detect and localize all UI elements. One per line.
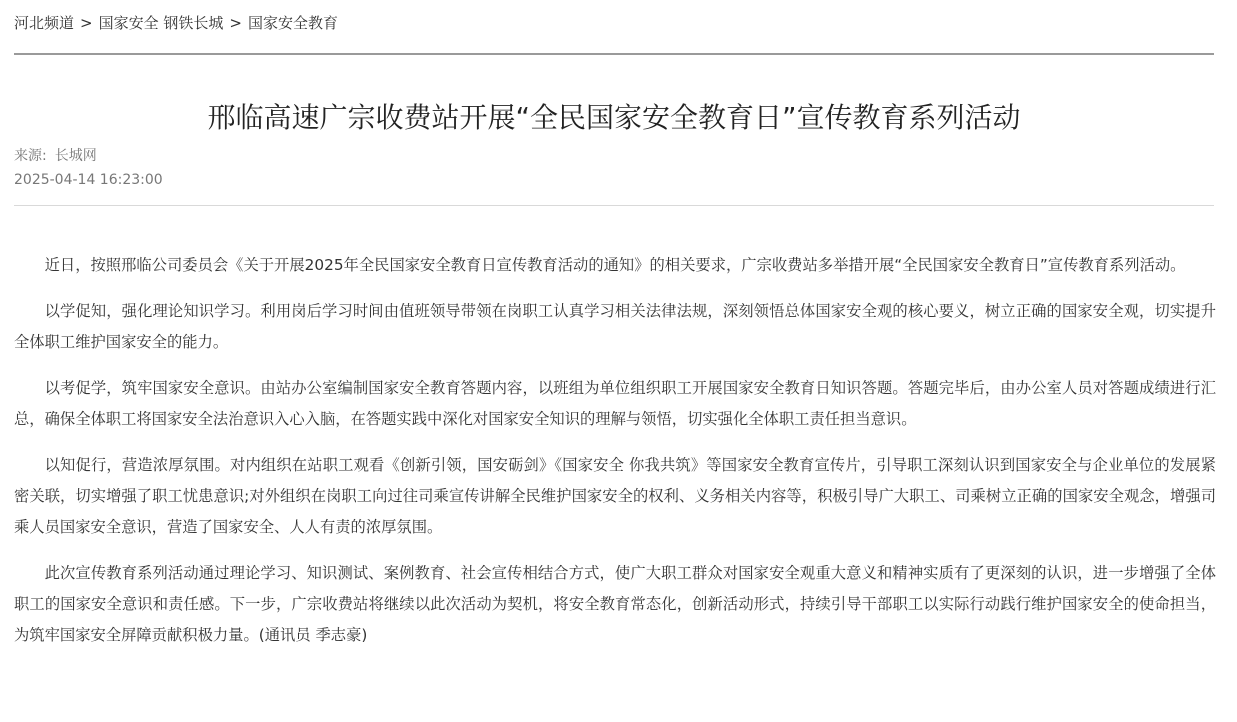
meta-divider [14, 205, 1214, 206]
breadcrumb-link-section[interactable]: 国家安全 钢铁长城 [98, 14, 224, 32]
article-paragraph: 以考促学，筑牢国家安全意识。由站办公室编制国家安全教育答题内容，以班组为单位组织职工开展国家安全教育日知识答题。答题完毕后，由办公室人员对答题成绩进行汇总，确保全体职工将国家安全法治意识入心入脑，在答题实践中深化对国家安全知识的理解与领悟，切实强化全体职工责任担当意识。 [14, 379, 1216, 428]
breadcrumb [14, 12, 338, 33]
article-body [14, 250, 1216, 666]
article-paragraph: 此次宣传教育系列活动通过理论学习、知识测试、案例教育、社会宣传相结合方式，使广大职工群众对国家安全观重大意义和精神实质有了更深刻的认识，进一步增强了全体职工的国家安全意识和责任感。下一步，广宗收费站将继续以此次活动为契机，将安全教育常态化，创新活动形式，持续引导干部职工以实际行动践行维护国家安全的使命担当，为筑牢国家安全屏障贡献积极力量。(通讯员 季志豪) [14, 564, 1216, 644]
breadcrumb-separator: > [229, 14, 242, 32]
header-divider [14, 53, 1214, 55]
article-datetime: 2025-04-14 16:23:00 [14, 172, 163, 188]
article-source [14, 145, 97, 165]
breadcrumb-link-current[interactable]: 国家安全教育 [247, 14, 338, 32]
source-label: 来源: [14, 148, 47, 164]
article-paragraph: 以知促行，营造浓厚氛围。对内组织在站职工观看《创新引领，国安砺剑》《国家安全 你我共筑》等国家安全教育宣传片，引导职工深刻认识到国家安全与企业单位的发展紧密关联，切实增强了职工忧患意识;对外组织在岗职工向过往司乘宣传讲解全民维护国家安全的权利、义务相关内容等，积极引导广大职工、司乘树立正确的国家安全观念，增强司乘人员国家安全意识，营造了国家安全、人人有责的浓厚氛围。 [14, 456, 1216, 536]
article-paragraph: 近日，按照邢临公司委员会《关于开展2025年全民国家安全教育日宣传教育活动的通知》的相关要求，广宗收费站多举措开展“全民国家安全教育日”宣传教育系列活动。 [44, 256, 1186, 274]
breadcrumb-link-home[interactable]: 河北频道 [14, 14, 75, 32]
article-title: 邢临高速广宗收费站开展“全民国家安全教育日”宣传教育系列活动 [207, 101, 1021, 134]
source-name: 长城网 [54, 148, 97, 164]
article-paragraph: 以学促知，强化理论知识学习。利用岗后学习时间由值班领导带领在岗职工认真学习相关法律法规，深刻领悟总体国家安全观的核心要义，树立正确的国家安全观，切实提升全体职工维护国家安全的能力。 [14, 302, 1216, 351]
breadcrumb-separator: > [80, 14, 93, 32]
